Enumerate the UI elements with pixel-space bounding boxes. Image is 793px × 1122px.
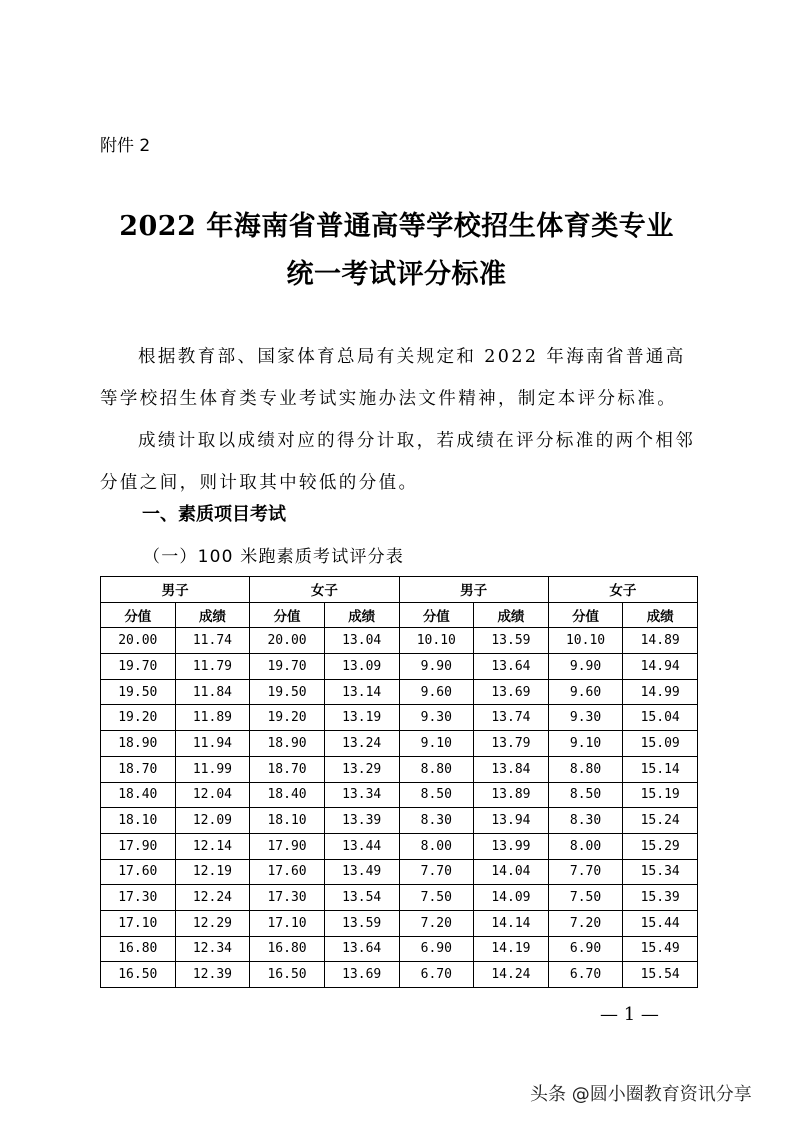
score-cell: 18.90 bbox=[250, 731, 325, 757]
result-cell: 11.74 bbox=[175, 628, 250, 654]
score-cell: 8.30 bbox=[548, 808, 623, 834]
score-cell: 20.00 bbox=[250, 628, 325, 654]
score-cell: 10.10 bbox=[548, 628, 623, 654]
score-cell: 17.30 bbox=[101, 885, 176, 911]
score-cell: 18.70 bbox=[101, 756, 176, 782]
score-cell: 17.60 bbox=[101, 859, 176, 885]
result-cell: 13.69 bbox=[474, 679, 549, 705]
table-row bbox=[101, 782, 698, 808]
result-cell: 13.99 bbox=[474, 833, 549, 859]
result-cell: 12.04 bbox=[175, 782, 250, 808]
score-cell: 19.50 bbox=[250, 679, 325, 705]
result-cell: 11.89 bbox=[175, 705, 250, 731]
result-cell: 13.69 bbox=[324, 962, 399, 988]
result-cell: 11.94 bbox=[175, 731, 250, 757]
document-title-line-1: 2022 年海南省普通高等学校招生体育类专业 bbox=[119, 211, 674, 242]
score-cell: 7.70 bbox=[399, 859, 474, 885]
score-cell: 19.70 bbox=[101, 654, 176, 680]
score-cell: 16.80 bbox=[250, 936, 325, 962]
table-row bbox=[101, 962, 698, 988]
result-cell: 15.29 bbox=[623, 833, 698, 859]
score-cell: 9.90 bbox=[548, 654, 623, 680]
result-cell: 13.59 bbox=[474, 628, 549, 654]
result-cell: 11.84 bbox=[175, 679, 250, 705]
score-cell: 17.60 bbox=[250, 859, 325, 885]
score-cell: 9.90 bbox=[399, 654, 474, 680]
score-cell: 7.70 bbox=[548, 859, 623, 885]
score-cell: 16.50 bbox=[101, 962, 176, 988]
result-cell: 14.04 bbox=[474, 859, 549, 885]
result-cell: 14.14 bbox=[474, 910, 549, 936]
score-cell: 8.00 bbox=[548, 833, 623, 859]
result-cell: 15.54 bbox=[623, 962, 698, 988]
attachment-label: 附件 2 bbox=[100, 136, 151, 156]
score-cell: 9.30 bbox=[399, 705, 474, 731]
result-cell: 13.79 bbox=[474, 731, 549, 757]
score-cell: 6.90 bbox=[399, 936, 474, 962]
result-cell: 15.04 bbox=[623, 705, 698, 731]
table-row bbox=[101, 679, 698, 705]
intro-paragraph bbox=[100, 336, 700, 420]
score-cell: 17.90 bbox=[250, 833, 325, 859]
table-row bbox=[101, 705, 698, 731]
result-cell: 11.79 bbox=[175, 654, 250, 680]
group-header-female: 女子 bbox=[250, 577, 399, 603]
table-row bbox=[101, 910, 698, 936]
result-cell: 12.09 bbox=[175, 808, 250, 834]
score-cell: 19.50 bbox=[101, 679, 176, 705]
table-row bbox=[101, 885, 698, 911]
result-cell: 15.39 bbox=[623, 885, 698, 911]
score-cell: 18.40 bbox=[250, 782, 325, 808]
table-row bbox=[101, 859, 698, 885]
result-cell: 12.24 bbox=[175, 885, 250, 911]
page-number: — 1 — bbox=[600, 1004, 659, 1025]
result-cell: 13.64 bbox=[474, 654, 549, 680]
score-cell: 20.00 bbox=[101, 628, 176, 654]
score-cell: 6.70 bbox=[548, 962, 623, 988]
result-cell: 13.34 bbox=[324, 782, 399, 808]
score-cell: 8.50 bbox=[548, 782, 623, 808]
score-cell: 9.30 bbox=[548, 705, 623, 731]
intro-paragraph-text: 根据教育部、国家体育总局有关规定和 2022 年海南省普通高等学校招生体育类专业考试实施办法文件精神，制定本评分标准。 bbox=[100, 347, 686, 409]
table-row bbox=[101, 628, 698, 654]
group-header-male: 男子 bbox=[399, 577, 548, 603]
scoring-rule-paragraph-text: 成绩计取以成绩对应的得分计取，若成绩在评分标准的两个相邻分值之间，则计取其中较低的分值。 bbox=[100, 431, 696, 493]
score-cell: 6.70 bbox=[399, 962, 474, 988]
scoring-rule-paragraph bbox=[100, 420, 700, 504]
section-heading: 一、素质项目考试 bbox=[142, 504, 286, 525]
result-cell: 12.14 bbox=[175, 833, 250, 859]
table-row bbox=[101, 808, 698, 834]
score-cell: 9.60 bbox=[548, 679, 623, 705]
score-cell: 7.50 bbox=[399, 885, 474, 911]
score-cell: 18.40 bbox=[101, 782, 176, 808]
score-cell: 18.10 bbox=[101, 808, 176, 834]
100m-score-table bbox=[100, 576, 698, 988]
result-cell: 13.39 bbox=[324, 808, 399, 834]
result-cell: 14.99 bbox=[623, 679, 698, 705]
table-row bbox=[101, 936, 698, 962]
score-cell: 18.10 bbox=[250, 808, 325, 834]
table-caption: （一）100 米跑素质考试评分表 bbox=[143, 547, 405, 567]
score-cell: 17.10 bbox=[250, 910, 325, 936]
result-cell: 13.74 bbox=[474, 705, 549, 731]
result-cell: 14.09 bbox=[474, 885, 549, 911]
result-cell: 15.09 bbox=[623, 731, 698, 757]
score-cell: 16.50 bbox=[250, 962, 325, 988]
result-cell: 15.44 bbox=[623, 910, 698, 936]
score-cell: 19.70 bbox=[250, 654, 325, 680]
column-header-score: 分值 bbox=[101, 602, 176, 628]
result-cell: 14.94 bbox=[623, 654, 698, 680]
result-cell: 13.14 bbox=[324, 679, 399, 705]
result-cell: 13.24 bbox=[324, 731, 399, 757]
score-cell: 18.90 bbox=[101, 731, 176, 757]
result-cell: 15.14 bbox=[623, 756, 698, 782]
score-cell: 8.00 bbox=[399, 833, 474, 859]
table-row bbox=[101, 731, 698, 757]
score-cell: 18.70 bbox=[250, 756, 325, 782]
result-cell: 13.29 bbox=[324, 756, 399, 782]
score-cell: 16.80 bbox=[101, 936, 176, 962]
score-cell: 8.80 bbox=[399, 756, 474, 782]
result-cell: 12.34 bbox=[175, 936, 250, 962]
result-cell: 14.24 bbox=[474, 962, 549, 988]
result-cell: 13.59 bbox=[324, 910, 399, 936]
score-cell: 19.20 bbox=[250, 705, 325, 731]
result-cell: 14.19 bbox=[474, 936, 549, 962]
result-cell: 13.19 bbox=[324, 705, 399, 731]
score-cell: 8.80 bbox=[548, 756, 623, 782]
column-header-score: 分值 bbox=[250, 602, 325, 628]
result-cell: 13.84 bbox=[474, 756, 549, 782]
score-cell: 6.90 bbox=[548, 936, 623, 962]
score-cell: 10.10 bbox=[399, 628, 474, 654]
score-cell: 7.20 bbox=[399, 910, 474, 936]
result-cell: 12.39 bbox=[175, 962, 250, 988]
group-header-male: 男子 bbox=[101, 577, 250, 603]
score-cell: 9.60 bbox=[399, 679, 474, 705]
score-cell: 8.50 bbox=[399, 782, 474, 808]
score-cell: 19.20 bbox=[101, 705, 176, 731]
result-cell: 13.89 bbox=[474, 782, 549, 808]
score-cell: 7.20 bbox=[548, 910, 623, 936]
result-cell: 12.29 bbox=[175, 910, 250, 936]
result-cell: 11.99 bbox=[175, 756, 250, 782]
group-header-row bbox=[101, 577, 698, 603]
column-header-score: 分值 bbox=[399, 602, 474, 628]
result-cell: 13.94 bbox=[474, 808, 549, 834]
score-cell: 17.30 bbox=[250, 885, 325, 911]
score-cell: 9.10 bbox=[548, 731, 623, 757]
column-header-score: 分值 bbox=[548, 602, 623, 628]
result-cell: 12.19 bbox=[175, 859, 250, 885]
column-header-result: 成绩 bbox=[175, 602, 250, 628]
column-header-row bbox=[101, 602, 698, 628]
score-cell: 8.30 bbox=[399, 808, 474, 834]
result-cell: 15.49 bbox=[623, 936, 698, 962]
result-cell: 13.04 bbox=[324, 628, 399, 654]
result-cell: 13.49 bbox=[324, 859, 399, 885]
result-cell: 15.19 bbox=[623, 782, 698, 808]
result-cell: 13.09 bbox=[324, 654, 399, 680]
watermark: 头条 @圆小圈教育资讯分享 bbox=[530, 1084, 752, 1105]
column-header-result: 成绩 bbox=[623, 602, 698, 628]
result-cell: 13.44 bbox=[324, 833, 399, 859]
score-cell: 17.90 bbox=[101, 833, 176, 859]
table-row bbox=[101, 654, 698, 680]
group-header-female: 女子 bbox=[548, 577, 697, 603]
table-body bbox=[101, 628, 698, 988]
result-cell: 13.64 bbox=[324, 936, 399, 962]
result-cell: 15.24 bbox=[623, 808, 698, 834]
score-cell: 9.10 bbox=[399, 731, 474, 757]
document-title-line-2: 统一考试评分标准 bbox=[286, 259, 507, 290]
result-cell: 13.54 bbox=[324, 885, 399, 911]
score-cell: 17.10 bbox=[101, 910, 176, 936]
score-cell: 7.50 bbox=[548, 885, 623, 911]
table-row bbox=[101, 756, 698, 782]
table-row bbox=[101, 833, 698, 859]
column-header-result: 成绩 bbox=[474, 602, 549, 628]
result-cell: 14.89 bbox=[623, 628, 698, 654]
column-header-result: 成绩 bbox=[324, 602, 399, 628]
result-cell: 15.34 bbox=[623, 859, 698, 885]
